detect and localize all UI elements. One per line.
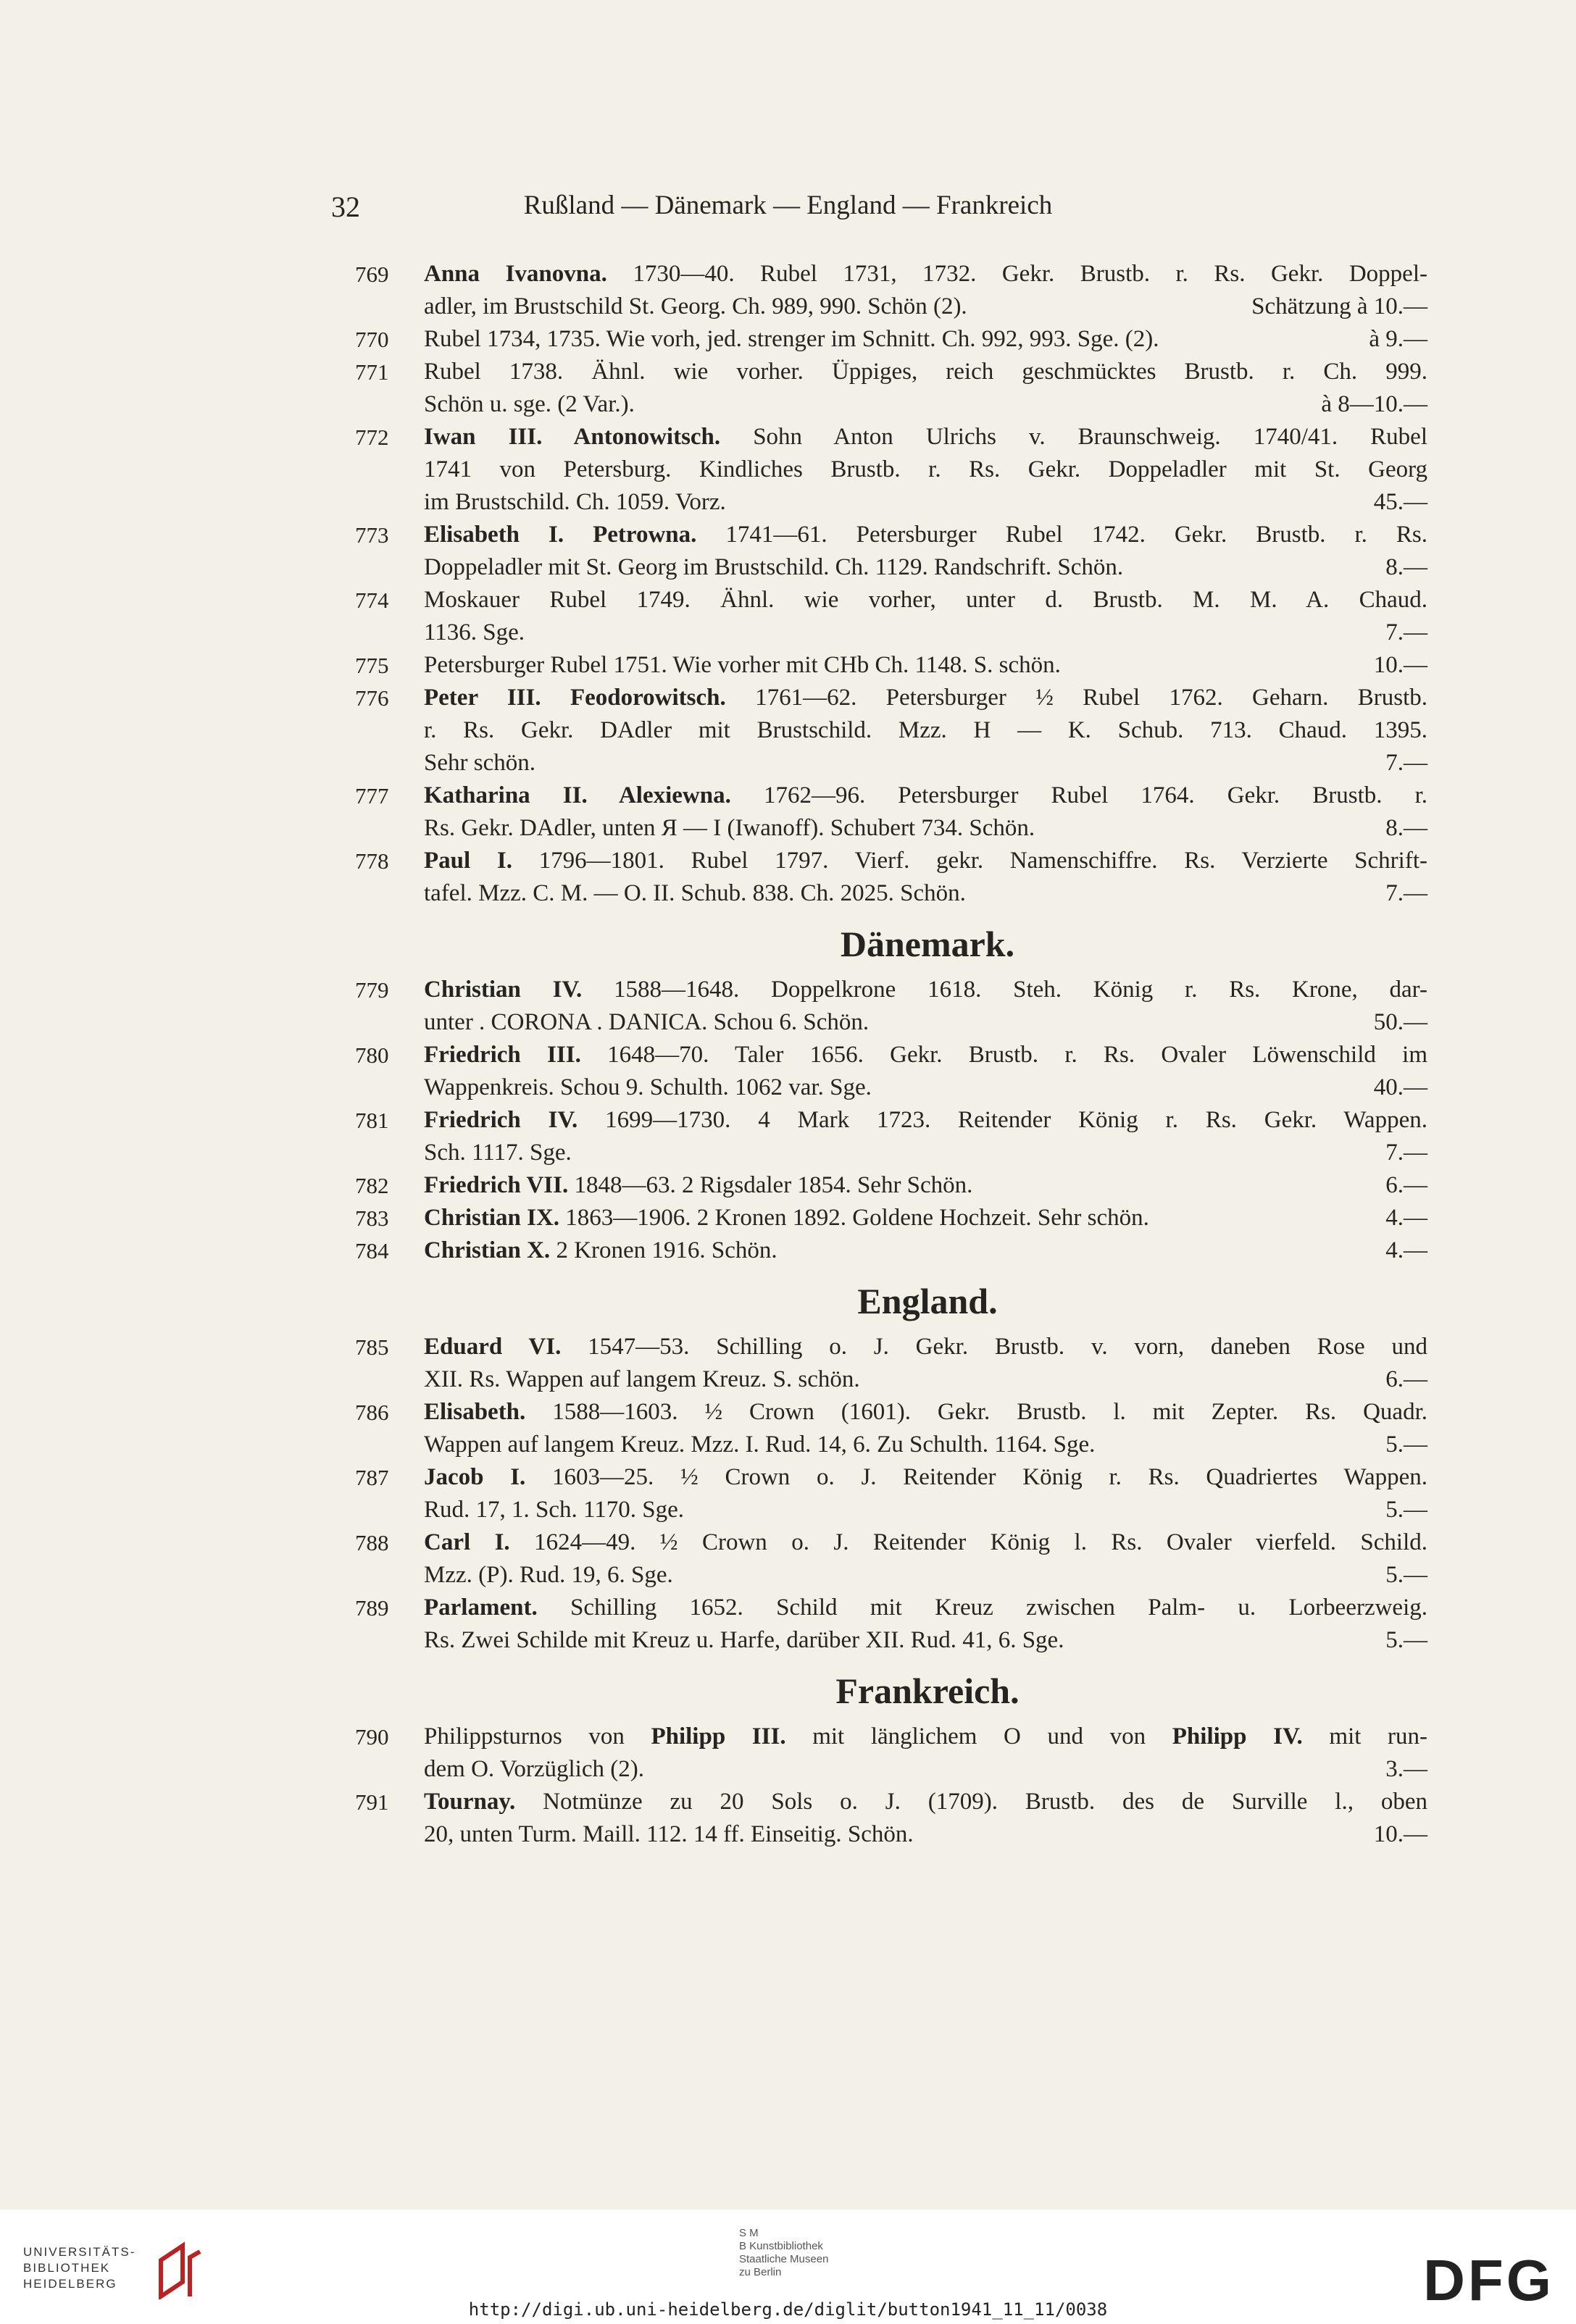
entry-text [424, 1753, 644, 1786]
entry-line [424, 1721, 1427, 1753]
description-text: Schön u. sge. (2 Var.). [424, 391, 635, 417]
library-name-line-3: HEIDELBERG [23, 2277, 117, 2291]
description-text: Rs. Zwei Schilde mit Kreuz u. Harfe, darüber XII. Rud. 41, 6. Sge. [424, 1627, 1064, 1653]
estimate-price: 5.— [1385, 1497, 1427, 1523]
ruler-name: Parlament. [424, 1594, 538, 1621]
entry-line [424, 1071, 1427, 1104]
entry-text [424, 1594, 1427, 1621]
estimate-price: à 9.— [1369, 326, 1427, 352]
description-text: 1588—1603. ½ Crown (1601). Gekr. Brustb. l. mit Zepter. Rs. Quadr. [525, 1399, 1427, 1425]
description-text: 1588—1648. Doppelkrone 1618. Steh. König r. Rs. Krone, dar- [582, 977, 1427, 1003]
lot-number: 786 [355, 1400, 389, 1425]
lot-number: 784 [355, 1238, 389, 1263]
entry-text [424, 1399, 1427, 1425]
entry-line [424, 584, 1427, 616]
entry-text [424, 359, 1427, 385]
lot-number: 787 [355, 1465, 389, 1490]
entry-line [424, 356, 1427, 388]
catalog-entry [355, 1461, 1427, 1526]
entry-text [424, 486, 726, 519]
ruler-name: Iwan III. Antonowitsch. [424, 424, 721, 450]
page-header [0, 190, 1576, 233]
entry-line [424, 1818, 1427, 1851]
entry-text [424, 1363, 860, 1396]
stamp-line: S M [739, 2227, 759, 2239]
entry-line [424, 974, 1427, 1006]
entry-line [424, 1429, 1427, 1461]
description-text: 2 Kronen 1916. Schön. [550, 1237, 777, 1263]
entry-text [424, 290, 967, 323]
entry-line [424, 616, 1427, 649]
lot-number: 780 [355, 1042, 389, 1068]
ruler-name: Philipp IV. [1172, 1723, 1303, 1750]
entry-text [424, 1624, 1064, 1657]
entry-text [424, 1429, 1095, 1461]
stamp-line: zu Berlin [739, 2266, 782, 2278]
ruler-name: Philipp III. [651, 1723, 786, 1750]
lot-number: 770 [355, 327, 389, 352]
description-text: 20, unten Turm. Maill. 112. 14 ff. Einseitig. Schön. [424, 1821, 914, 1847]
entry-line [424, 1039, 1427, 1071]
estimate-price: 7.— [1385, 880, 1427, 906]
description-text: Petersburger Rubel 1751. Wie vorher mit CHb Ch. 1148. S. schön. [424, 652, 1061, 678]
estimate-price: 3.— [1385, 1756, 1427, 1782]
catalog-entry [355, 1396, 1427, 1461]
entry-text [424, 848, 1427, 874]
ruler-name: Friedrich IV. [424, 1107, 578, 1133]
entry-line [424, 1786, 1427, 1818]
entry-line [424, 845, 1427, 877]
ruler-name: Tournay. [424, 1789, 516, 1815]
description-text: Wappen auf langem Kreuz. Mzz. I. Rud. 14, 6. Zu Schulth. 1164. Sge. [424, 1431, 1096, 1458]
description-text: 1741—61. Petersburger Rubel 1742. Gekr. Brustb. r. Rs. [696, 522, 1427, 548]
description-text: 1699—1730. 4 Mark 1723. Reitender König r. Rs. Gekr. Wappen. [578, 1107, 1427, 1133]
estimate-price: 4.— [1385, 1237, 1427, 1263]
entry-text [424, 1071, 872, 1104]
entry-line [424, 1624, 1427, 1657]
catalog-entry [355, 1592, 1427, 1657]
entry-line [424, 323, 1427, 356]
ruler-name: Peter III. Feodorowitsch. [424, 685, 726, 711]
catalog-entry [355, 1039, 1427, 1104]
description-text: Doppeladler mit St. Georg im Brustschild. Ch. 1129. Randschrift. Schön. [424, 554, 1124, 580]
entry-line [424, 747, 1427, 779]
lot-number: 774 [355, 588, 389, 613]
estimate-price: 10.— [1373, 652, 1427, 678]
entry-text [424, 1723, 1427, 1750]
lot-number: 772 [355, 425, 389, 450]
description-text: XII. Rs. Wappen auf langem Kreuz. S. schön. [424, 1366, 860, 1392]
entry-line [424, 1559, 1427, 1592]
entry-text [424, 1334, 1427, 1360]
description-text: 1848—63. 2 Rigsdaler 1854. Sehr Schön. [568, 1172, 973, 1198]
entry-text [424, 1529, 1427, 1555]
entry-text [424, 782, 1427, 808]
description-text: 1648—70. Taler 1656. Gekr. Brustb. r. Rs. Ovaler Löwenschild im [580, 1042, 1427, 1068]
description-text: adler, im Brustschild St. Georg. Ch. 989, 990. Schön (2). [424, 293, 967, 319]
entry-line [424, 519, 1427, 551]
library-name-line-2: BIBLIOTHEK [23, 2261, 111, 2275]
estimate-price: 8.— [1385, 554, 1427, 580]
description-text: 1761—62. Petersburger ½ Rubel 1762. Geharn. Brustb. [725, 685, 1427, 711]
estimate-price: 6.— [1385, 1366, 1427, 1392]
section-heading: Dänemark. [840, 924, 1015, 964]
entry-text [424, 1202, 1149, 1234]
running-title: Rußland — Dänemark — England — Frankreich [523, 191, 1053, 220]
estimate-price: Schätzung à 10.— [1251, 293, 1427, 319]
lot-number: 773 [355, 522, 389, 548]
ruler-name: Christian IV. [424, 977, 583, 1003]
entry-line [424, 877, 1427, 910]
lot-number: 785 [355, 1334, 389, 1360]
estimate-price: à 8—10.— [1321, 391, 1427, 417]
description-text: 1762—96. Petersburger Rubel 1764. Gekr. Brustb. r. [730, 782, 1427, 808]
estimate-price: 45.— [1373, 489, 1427, 515]
description-text: 1136. Sge. [424, 619, 525, 645]
description-text: 1741 von Petersburg. Kindliches Brustb. r. Rs. Gekr. Doppeladler mit St. Georg [424, 456, 1427, 482]
lot-number: 783 [355, 1205, 389, 1231]
description-text: r. Rs. Gekr. DAdler mit Brustschild. Mzz. H — K. Schub. 713. Chaud. 1395. [424, 717, 1427, 743]
description-text: Sohn Anton Ulrichs v. Braunschweig. 1740/41. Rubel [720, 424, 1427, 450]
entry-text [424, 1464, 1427, 1490]
entry-text [424, 747, 535, 779]
ruler-name: Christian X. [424, 1237, 551, 1263]
lot-number: 782 [355, 1173, 389, 1198]
entry-text [424, 323, 1159, 356]
catalog-entry [355, 845, 1427, 910]
entry-line [424, 1169, 1427, 1202]
ruler-name: Friedrich VII. [424, 1172, 569, 1198]
museum-stamp [739, 2227, 828, 2279]
entry-line [424, 1753, 1427, 1786]
ruler-name: Jacob I. [424, 1464, 526, 1490]
entry-text [424, 1137, 572, 1169]
lot-number: 775 [355, 653, 389, 678]
catalog-entry [355, 1786, 1427, 1851]
entry-text [424, 587, 1427, 613]
description-text: 1730—40. Rubel 1731, 1732. Gekr. Brustb. r. Rs. Gekr. Doppel- [606, 261, 1427, 287]
entry-line [424, 551, 1427, 584]
entry-line [424, 453, 1427, 486]
entry-text [424, 388, 635, 421]
ruler-name: Paul I. [424, 848, 512, 874]
catalog-entry [355, 1526, 1427, 1592]
ruler-name: Friedrich III. [424, 1042, 581, 1068]
entry-line [424, 1494, 1427, 1526]
section-heading: England. [857, 1281, 998, 1321]
description-text: Rs. Gekr. DAdler, unten Я — I (Iwanoff). Schubert 734. Schön. [424, 815, 1035, 841]
entry-text [424, 685, 1427, 711]
entry-line [424, 1396, 1427, 1429]
entry-line [424, 1137, 1427, 1169]
library-name-line-1: UNIVERSITÄTS- [23, 2245, 136, 2259]
catalog-entry [355, 356, 1427, 421]
entry-text [424, 1042, 1427, 1068]
ruler-name: Elisabeth I. Petrowna. [424, 522, 697, 548]
estimate-price: 7.— [1385, 750, 1427, 776]
section-heading: Frankreich. [835, 1671, 1020, 1711]
entry-line [424, 1331, 1427, 1363]
lot-number: 788 [355, 1530, 389, 1555]
entry-line [424, 1461, 1427, 1494]
entry-text [424, 812, 1035, 845]
estimate-price: 40.— [1373, 1074, 1427, 1100]
catalog-entry [355, 779, 1427, 845]
catalog-entry [355, 258, 1427, 323]
entry-line [424, 649, 1427, 682]
description-text: 1796—1801. Rubel 1797. Vierf. gekr. Namenschiffre. Rs. Verzierte Schrift- [512, 848, 1427, 874]
description-text: Notmünze zu 20 Sols o. J. (1709). Brustb. des de Surville l., oben [515, 1789, 1427, 1815]
lot-number: 778 [355, 848, 389, 874]
ruler-name: Elisabeth. [424, 1399, 526, 1425]
entry-text [424, 261, 1427, 287]
description-text: im Brustschild. Ch. 1059. Vorz. [424, 489, 726, 515]
estimate-price: 7.— [1385, 619, 1427, 645]
entry-text [424, 616, 525, 649]
entry-line [424, 1234, 1427, 1267]
ruler-name: Eduard VI. [424, 1334, 562, 1360]
viewer-footer [0, 2210, 1576, 2324]
dfg-logo[interactable]: DFG [1423, 2248, 1554, 2312]
entry-line [424, 258, 1427, 290]
entry-line [424, 421, 1427, 453]
entry-line [424, 714, 1427, 747]
description-text: mit länglichem O und von [785, 1723, 1172, 1750]
estimate-price: 8.— [1385, 815, 1427, 841]
entry-text [424, 456, 1427, 482]
entry-text [424, 1107, 1427, 1133]
ruler-name: Katharina II. Alexiewna. [424, 782, 731, 808]
entry-text [424, 877, 966, 910]
page-url-link[interactable]: http://digi.ub.uni-heidelberg.de/diglit/button1941_11_11/0038 [468, 2299, 1108, 2320]
ruler-name: Anna Ivanovna. [424, 261, 607, 287]
description-text: 1547—53. Schilling o. J. Gekr. Brustb. v. vorn, daneben Rose und [561, 1334, 1427, 1360]
entry-text [424, 1559, 673, 1592]
ruler-name: Christian IX. [424, 1205, 560, 1231]
lot-number: 791 [355, 1789, 389, 1815]
description-text: Schilling 1652. Schild mit Kreuz zwischen Palm- u. Lorbeerzweig. [537, 1594, 1427, 1621]
entry-text [424, 1494, 684, 1526]
entry-text [424, 717, 1427, 743]
catalog-entry [355, 421, 1427, 519]
catalog-entry [355, 974, 1427, 1039]
description-text: Philippsturnos von [424, 1723, 651, 1750]
entry-text [424, 1169, 972, 1202]
lot-number: 790 [355, 1724, 389, 1750]
lot-number: 771 [355, 359, 389, 385]
entry-text [424, 424, 1427, 450]
catalog-entry [355, 1169, 1427, 1202]
entry-line [424, 486, 1427, 519]
entry-line [424, 388, 1427, 421]
lot-number: 779 [355, 977, 389, 1003]
lot-number: 769 [355, 262, 389, 287]
library-logo[interactable] [23, 2244, 135, 2292]
description-text: unter . CORONA . DANICA. Schou 6. Schön. [424, 1009, 870, 1035]
estimate-price: 5.— [1385, 1562, 1427, 1588]
estimate-price: 7.— [1385, 1140, 1427, 1166]
catalog-entry [355, 649, 1427, 682]
lot-number: 789 [355, 1595, 389, 1621]
entry-line [424, 812, 1427, 845]
entry-line [424, 290, 1427, 323]
catalog-entry [355, 519, 1427, 584]
entry-line [424, 1526, 1427, 1559]
entry-text [424, 1818, 914, 1851]
entry-line [424, 779, 1427, 812]
entry-line [424, 1592, 1427, 1624]
entry-text [424, 522, 1427, 548]
catalog-entry [355, 1721, 1427, 1786]
stamp-line: Staatliche Museen [739, 2253, 829, 2265]
catalog-entry [355, 323, 1427, 356]
entry-line [424, 682, 1427, 714]
catalog-entry [355, 682, 1427, 779]
description-text: 1603—25. ½ Crown o. J. Reitender König r. Rs. Quadriertes Wappen. [525, 1464, 1428, 1490]
entry-text [424, 1006, 869, 1039]
estimate-price: 10.— [1373, 1821, 1427, 1847]
entry-line [424, 1363, 1427, 1396]
description-text: Sehr schön. [424, 750, 535, 776]
catalog-entry [355, 1234, 1427, 1267]
entry-line [424, 1104, 1427, 1137]
estimate-price: 4.— [1385, 1205, 1427, 1231]
description-text: 1863—1906. 2 Kronen 1892. Goldene Hochzeit. Sehr schön. [559, 1205, 1149, 1231]
catalog-entry [355, 584, 1427, 649]
entry-text [424, 977, 1427, 1003]
library-emblem-icon [154, 2239, 204, 2299]
lot-number: 776 [355, 685, 389, 711]
description-text: Rud. 17, 1. Sch. 1170. Sge. [424, 1497, 685, 1523]
description-text: tafel. Mzz. C. M. — O. II. Schub. 838. Ch. 2025. Schön. [424, 880, 966, 906]
description-text: Rubel 1734, 1735. Wie vorh, jed. strenger im Schnitt. Ch. 992, 993. Sge. (2). [424, 326, 1159, 352]
description-text: Wappenkreis. Schou 9. Schulth. 1062 var. Sge. [424, 1074, 872, 1100]
estimate-price: 5.— [1385, 1431, 1427, 1458]
estimate-price: 50.— [1373, 1009, 1427, 1035]
description-text: Mzz. (P). Rud. 19, 6. Sge. [424, 1562, 673, 1588]
lot-number: 781 [355, 1108, 389, 1133]
description-text: Moskauer Rubel 1749. Ähnl. wie vorher, unter d. Brustb. M. M. A. Chaud. [424, 587, 1427, 613]
description-text: dem O. Vorzüglich (2). [424, 1756, 644, 1782]
lot-number: 777 [355, 783, 389, 808]
entry-text [424, 551, 1123, 584]
catalog-entry [355, 1202, 1427, 1234]
page-number: 32 [331, 191, 360, 223]
description-text: Rubel 1738. Ähnl. wie vorher. Üppiges, reich geschmücktes Brustb. r. Ch. 999. [424, 359, 1427, 385]
entry-line [424, 1202, 1427, 1234]
description-text: Sch. 1117. Sge. [424, 1140, 572, 1166]
catalog-listing [355, 258, 1427, 1851]
ruler-name: Carl I. [424, 1529, 510, 1555]
catalog-entry [355, 1104, 1427, 1169]
estimate-price: 5.— [1385, 1627, 1427, 1653]
entry-text [424, 1789, 1427, 1815]
description-text: mit run- [1302, 1723, 1428, 1750]
stamp-line: B Kunstbibliothek [739, 2240, 823, 2252]
entry-line [424, 1006, 1427, 1039]
description-text: 1624—49. ½ Crown o. J. Reitender König l. Rs. Ovaler vierfeld. Schild. [509, 1529, 1427, 1555]
entry-text [424, 649, 1061, 682]
estimate-price: 6.— [1385, 1172, 1427, 1198]
catalog-entry [355, 1331, 1427, 1396]
entry-text [424, 1234, 777, 1267]
